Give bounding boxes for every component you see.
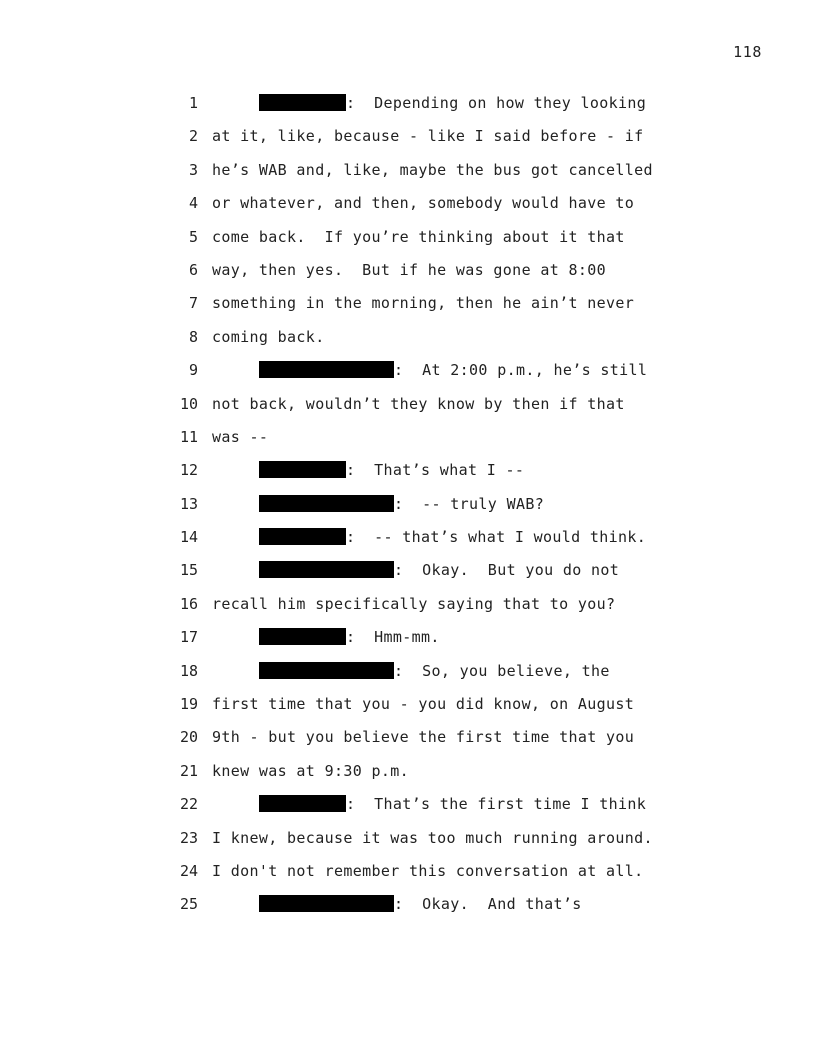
- line-content: first time that you - you did know, on August: [212, 695, 635, 714]
- redacted-speaker-name: [259, 795, 346, 812]
- line-text: [212, 325, 325, 350]
- transcript-body: [0, 91, 816, 926]
- line-number: 9: [188, 361, 198, 380]
- redacted-speaker-name: [259, 662, 394, 679]
- line-number: 19: [179, 695, 198, 714]
- line-content: : That’s what I --: [346, 461, 525, 480]
- transcript-line: [0, 392, 816, 425]
- line-content: was --: [212, 427, 269, 446]
- line-content: not back, wouldn’t they know by then if that: [212, 394, 625, 413]
- speaker-line-text: [259, 558, 619, 583]
- line-number: 18: [179, 661, 198, 680]
- transcript-line: [0, 659, 816, 692]
- line-number: 3: [188, 160, 198, 179]
- line-number: 10: [179, 394, 198, 413]
- line-content: at it, like, because - like I said before - if: [212, 127, 644, 146]
- redacted-speaker-name: [259, 495, 394, 512]
- transcript-line: [0, 892, 816, 925]
- line-text: [212, 859, 644, 884]
- line-content: : Depending on how they looking: [346, 94, 647, 112]
- line-text: [212, 692, 634, 717]
- line-text: [212, 725, 634, 750]
- line-content: or whatever, and then, somebody would have to: [212, 194, 635, 213]
- transcript-line: [0, 592, 816, 625]
- transcript-line: [0, 725, 816, 758]
- line-content: come back. If you’re thinking about it that: [212, 227, 625, 246]
- line-content: : -- that’s what I would think.: [346, 528, 647, 547]
- transcript-line: [0, 859, 816, 892]
- line-number: 22: [179, 795, 198, 814]
- line-number: 15: [179, 561, 198, 580]
- line-text: [212, 225, 625, 250]
- transcript-line: [0, 826, 816, 859]
- line-number: 17: [179, 628, 198, 647]
- line-number: 21: [179, 761, 198, 780]
- speaker-line-text: [259, 492, 544, 517]
- line-content: : Hmm-mm.: [346, 628, 440, 647]
- redacted-speaker-name: [259, 94, 346, 111]
- speaker-line-text: [259, 892, 582, 917]
- transcript-line: [0, 158, 816, 191]
- line-number: 1: [188, 94, 198, 112]
- transcript-line: [0, 625, 816, 658]
- transcript-line: [0, 258, 816, 291]
- speaker-line-text: [259, 91, 646, 116]
- line-text: [212, 392, 625, 417]
- speaker-line-text: [259, 458, 524, 483]
- transcript-line: [0, 759, 816, 792]
- redacted-speaker-name: [259, 628, 346, 645]
- line-content: knew was at 9:30 p.m.: [212, 761, 409, 780]
- line-content: 9th - but you believe the first time that you: [212, 728, 635, 747]
- transcript-line: [0, 225, 816, 258]
- redacted-speaker-name: [259, 361, 394, 378]
- line-content: : So, you believe, the: [394, 661, 610, 680]
- line-content: : At 2:00 p.m., he’s still: [394, 361, 648, 380]
- line-content: he’s WAB and, like, maybe the bus got cancelled: [212, 160, 653, 179]
- line-number: 2: [188, 127, 198, 146]
- line-content: something in the morning, then he ain’t never: [212, 294, 635, 313]
- line-content: recall him specifically saying that to you?: [212, 594, 616, 613]
- speaker-line-text: [259, 625, 440, 650]
- line-text: [212, 291, 634, 316]
- line-text: [212, 592, 615, 617]
- line-number: 13: [179, 494, 198, 513]
- redacted-speaker-name: [259, 561, 394, 578]
- transcript-line: [0, 91, 816, 124]
- transcript-line: [0, 692, 816, 725]
- line-text: [212, 158, 653, 183]
- line-content: coming back.: [212, 327, 325, 346]
- transcript-line: [0, 458, 816, 491]
- transcript-line: [0, 792, 816, 825]
- line-content: : Okay. But you do not: [394, 561, 620, 580]
- line-content: way, then yes. But if he was gone at 8:00: [212, 260, 606, 279]
- line-content: : That’s the first time I think: [346, 795, 647, 814]
- line-text: [212, 258, 606, 283]
- line-content: : -- truly WAB?: [394, 494, 545, 513]
- transcript-line: [0, 558, 816, 591]
- speaker-line-text: [259, 659, 610, 684]
- line-text: [212, 124, 644, 149]
- transcript-line: [0, 492, 816, 525]
- transcript-line: [0, 325, 816, 358]
- line-number: 11: [179, 427, 198, 446]
- redacted-speaker-name: [259, 528, 346, 545]
- speaker-line-text: [259, 358, 647, 383]
- transcript-line: [0, 358, 816, 391]
- line-text: [212, 425, 268, 450]
- line-number: 23: [179, 828, 198, 847]
- line-text: [212, 826, 653, 851]
- speaker-line-text: [259, 792, 646, 817]
- redacted-speaker-name: [259, 461, 346, 478]
- line-text: [212, 759, 409, 784]
- transcript-line: [0, 291, 816, 324]
- line-number: 7: [188, 294, 198, 313]
- transcript-line: [0, 525, 816, 558]
- line-number: 20: [179, 728, 198, 747]
- line-content: I knew, because it was too much running around.: [212, 828, 653, 847]
- transcript-line: [0, 425, 816, 458]
- line-number: 8: [188, 327, 198, 346]
- transcript-line: [0, 124, 816, 157]
- line-number: 4: [188, 194, 198, 213]
- line-number: 16: [179, 594, 198, 613]
- line-number: 6: [188, 260, 198, 279]
- transcript-line: [0, 191, 816, 224]
- line-number: 12: [179, 461, 198, 480]
- page-number: 118: [733, 43, 762, 61]
- line-number: 5: [188, 227, 198, 246]
- line-number: 14: [179, 528, 198, 547]
- line-number: 24: [179, 861, 198, 880]
- redacted-speaker-name: [259, 895, 394, 912]
- line-number: 25: [179, 895, 198, 914]
- line-text: [212, 191, 634, 216]
- line-content: : Okay. And that’s: [394, 895, 582, 914]
- line-content: I don't not remember this conversation at all.: [212, 861, 644, 880]
- speaker-line-text: [259, 525, 646, 550]
